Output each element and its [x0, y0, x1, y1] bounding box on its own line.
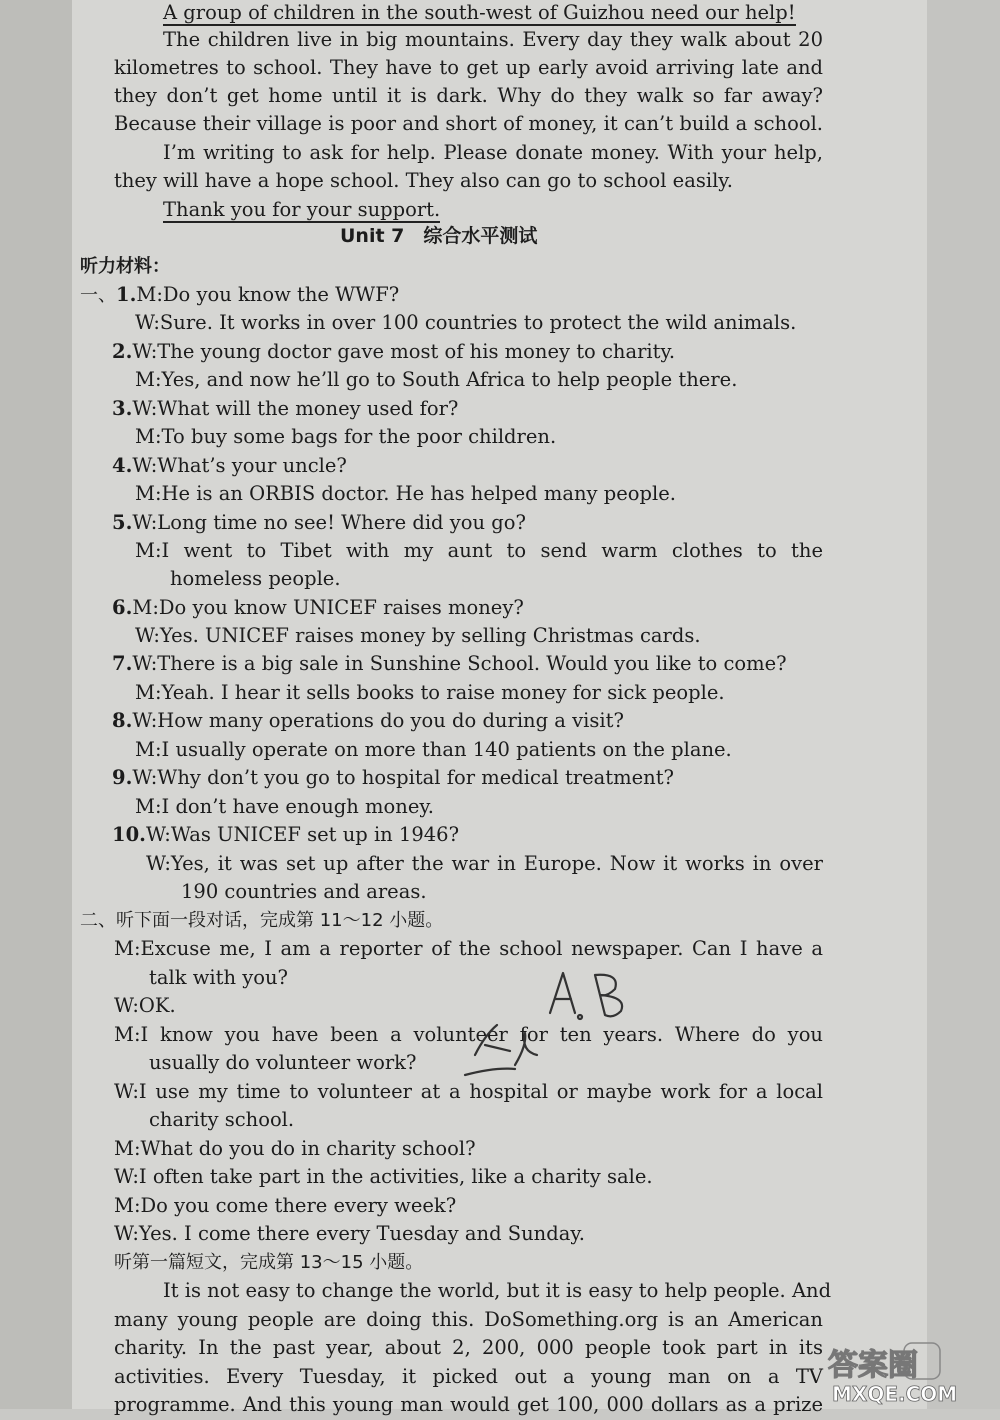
passage-line: charity. In the past year, about 2, 200, 000 people took part in its [114, 1336, 823, 1359]
passage-line: It is not easy to change the world, but it is easy to help people. And [163, 1279, 832, 1302]
q6-line: 6.M:Do you know UNICEF raises money? [112, 596, 524, 619]
passage-line: many young people are doing this. DoSomething.org is an American [114, 1308, 823, 1331]
q3-line: 3.W:What will the money used for? [112, 397, 459, 420]
letter-line: they don’t get home until it is dark. Why do they walk so far away? [114, 84, 823, 107]
right-page-edge [927, 0, 1000, 1409]
passage-heading: 听第一篇短文，完成第 13～15 小题。 [114, 1252, 424, 1273]
passage-line: activities. Every Tuesday, it picked out a young man on a TV [114, 1365, 823, 1388]
unit-title: Unit 7 综合水平测试 [340, 225, 538, 247]
letter-line: they will have a hope school. They also can go to school easily. [114, 169, 733, 192]
q7-answer: M:Yeah. I hear it sells books to raise money for sick people. [135, 681, 725, 704]
q2-line: 2.W:The young doctor gave most of his money to charity. [112, 340, 676, 363]
dialogue-line: charity school. [149, 1108, 295, 1131]
q10-answer: W:Yes, it was set up after the war in Europe. Now it works in over [146, 852, 823, 875]
q5-answer: M:I went to Tibet with my aunt to send warm clothes to the [135, 539, 823, 562]
q8-answer: M:I usually operate on more than 140 patients on the plane. [135, 738, 732, 761]
q10-line: 10.W:Was UNICEF set up in 1946? [112, 823, 460, 846]
site-watermark [822, 1341, 992, 1405]
dialogue-line: W:I often take part in the activities, like a charity sale. [114, 1165, 653, 1188]
dialogue-line: W:Yes. I come there every Tuesday and Sunday. [114, 1222, 585, 1245]
q9-answer: M:I don’t have enough money. [135, 795, 434, 818]
q1-answer: W:Sure. It works in over 100 countries to protect the wild animals. [135, 311, 797, 334]
watermark-brand: 答案圈 [828, 1348, 918, 1383]
letter-line: I’m writing to ask for help. Please donate money. With your help, [163, 141, 823, 164]
dialogue-line: M:Do you come there every week? [114, 1194, 457, 1217]
letter-title: A group of children in the south-west of Guizhou need our help! [163, 1, 796, 24]
handwritten-marks [455, 955, 655, 1095]
q5-line: 5.W:Long time no see! Where did you go? [112, 511, 526, 534]
q8-line: 8.W:How many operations do you do during a visit? [112, 709, 624, 732]
letter-line: kilometres to school. They have to get up early avoid arriving late and [114, 56, 823, 79]
dialogue-line: M:Excuse me, I am a reporter of the school newspaper. Can I have a [114, 937, 823, 960]
q5-answer-cont: homeless people. [170, 567, 341, 590]
q6-answer: W:Yes. UNICEF raises money by selling Christmas cards. [135, 624, 701, 647]
dialogue-line: W:I use my time to volunteer at a hospital or maybe work for a local [114, 1080, 823, 1103]
dialogue-line: usually do volunteer work? [149, 1051, 417, 1074]
letter-line: Because their village is poor and short of money, it can’t build a school. [114, 112, 823, 135]
q2-answer: M:Yes, and now he’ll go to South Africa to help people there. [135, 368, 738, 391]
q4-line: 4.W:What’s your uncle? [112, 454, 347, 477]
dialogue-line: talk with you? [149, 966, 289, 989]
q9-line: 9.W:Why don’t you go to hospital for medical treatment? [112, 766, 674, 789]
listening-heading: 听力材料： [80, 256, 170, 277]
letter-closing: Thank you for your support. [163, 198, 441, 221]
passage-line: programme. And this young man would get 100, 000 dollars as a prize [114, 1393, 823, 1416]
q3-answer: M:To buy some bags for the poor children. [135, 425, 557, 448]
section2-heading: 二、听下面一段对话，完成第 11～12 小题。 [80, 910, 444, 931]
left-page-edge [0, 0, 72, 1409]
q4-answer: M:He is an ORBIS doctor. He has helped many people. [135, 482, 676, 505]
q1-line: 一、1.M:Do you know the WWF? [80, 283, 400, 306]
dialogue-line: W:OK. [114, 994, 176, 1017]
watermark-site: MXQE.COM [832, 1382, 958, 1405]
dialogue-line: M:I know you have been a volunteer for ten years. Where do you [114, 1023, 823, 1046]
dialogue-line: M:What do you do in charity school? [114, 1137, 476, 1160]
q7-line: 7.W:There is a big sale in Sunshine School. Would you like to come? [112, 652, 787, 675]
letter-line: The children live in big mountains. Every day they walk about 20 [163, 28, 823, 51]
q10-answer-cont: 190 countries and areas. [181, 880, 427, 903]
